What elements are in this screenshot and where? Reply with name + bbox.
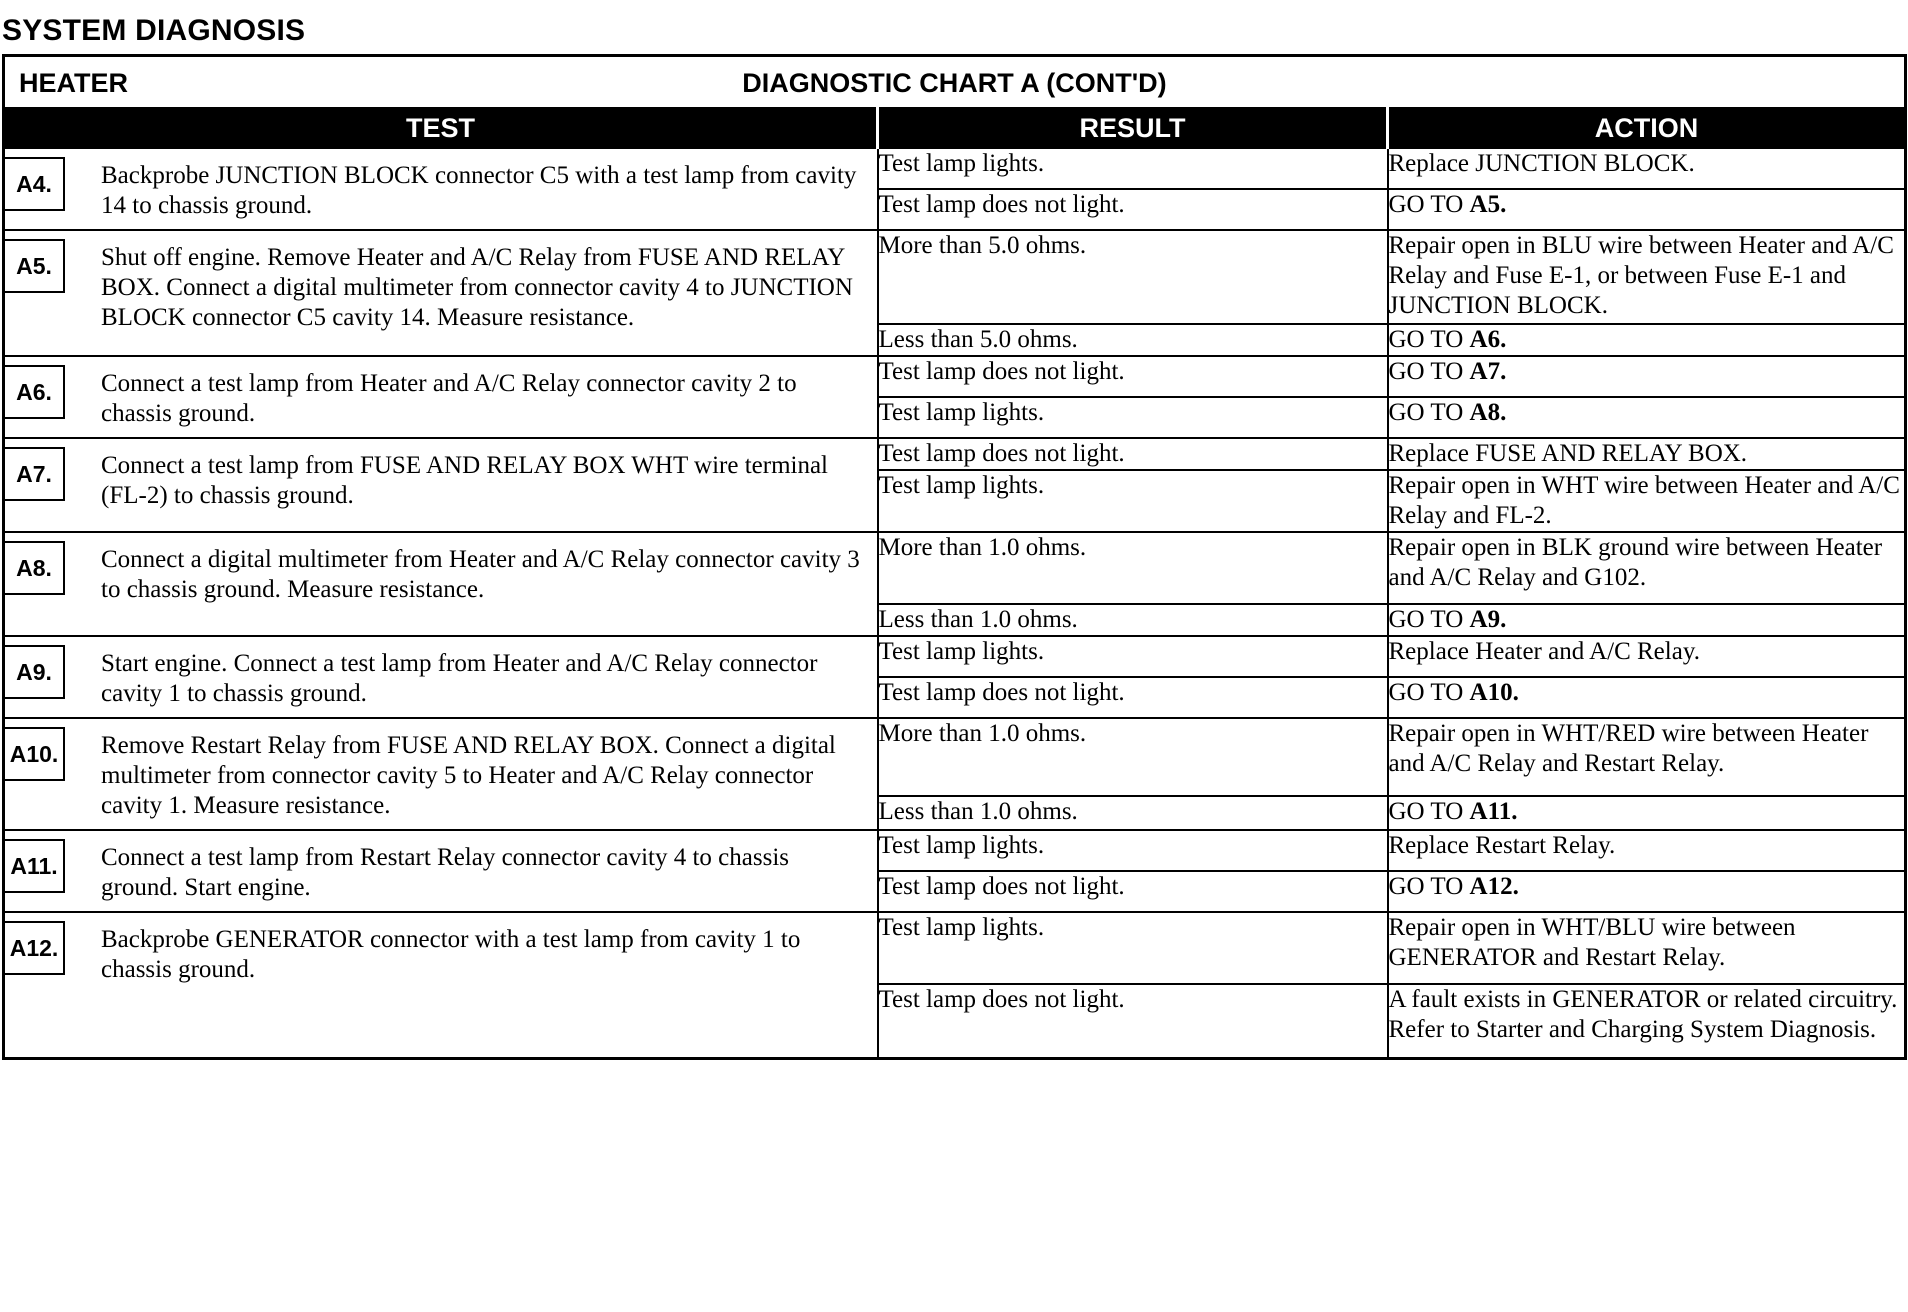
test-description: Connect a test lamp from FUSE AND RELAY BOX WHT wire terminal (FL-2) to chassis ground. [101,452,829,509]
system-name: HEATER [19,68,129,98]
test-cell [4,356,878,438]
goto-step-link: A12. [1469,873,1519,900]
step-id: A5. [5,239,65,293]
action-text: GO TO [1388,606,1464,633]
table-row [4,148,1906,189]
test-cell [4,148,878,230]
test-description: Connect a digital multimeter from Heater and A/C Relay connector cavity 3 to chassis ground. Measure resistance. [101,546,860,603]
step-id: A7. [5,447,65,501]
result-cell: Test lamp does not light. [878,438,1388,470]
step-id: A10. [5,727,65,781]
goto-step-link: A9. [1469,606,1507,633]
table-row [4,230,1906,324]
action-cell [1388,356,1906,397]
action-cell [1388,438,1906,470]
column-header-row [4,108,1906,148]
test-cell [4,532,878,636]
action-cell [1388,230,1906,324]
column-header-action: ACTION [1388,108,1906,148]
result-cell: Test lamp lights. [878,470,1388,532]
table-row [4,356,1906,397]
action-text: Repair open in WHT/RED wire between Heater and A/C Relay and Restart Relay. [1388,720,1869,777]
action-text: Repair open in BLK ground wire between Heater and A/C Relay and G102. [1388,534,1883,591]
chart-title: DIAGNOSTIC CHART A (CONT'D) [742,68,1167,98]
action-text: Repair open in WHT/BLU wire between GENERATOR and Restart Relay. [1388,914,1796,971]
action-cell [1388,148,1906,189]
test-cell [4,438,878,532]
action-text: GO TO [1388,191,1464,218]
test-cell [4,718,878,830]
result-cell: Test lamp does not light. [878,677,1388,718]
action-text: Replace JUNCTION BLOCK. [1388,150,1695,177]
result-cell: Test lamp does not light. [878,189,1388,230]
result-cell: Less than 1.0 ohms. [878,796,1388,830]
column-header-result: RESULT [878,108,1388,148]
test-description: Backprobe JUNCTION BLOCK connector C5 with a test lamp from cavity 14 to chassis ground. [101,162,857,219]
action-text: Replace Heater and A/C Relay. [1388,638,1700,665]
diagnostic-chart [2,54,1907,1060]
table-row [4,718,1906,796]
action-cell [1388,677,1906,718]
result-cell: More than 5.0 ohms. [878,230,1388,324]
table-row [4,532,1906,604]
action-cell [1388,871,1906,912]
result-cell: Test lamp lights. [878,148,1388,189]
action-cell [1388,830,1906,871]
action-cell [1388,397,1906,438]
action-text: A fault exists in GENERATOR or related circuitry. Refer to Starter and Charging System Diagnosis. [1388,986,1898,1043]
test-description: Remove Restart Relay from FUSE AND RELAY BOX. Connect a digital multimeter from connector cavity 5 to Heater and A/C Relay connector cavity 1. Measure resistance. [101,732,836,819]
column-header-test: TEST [4,108,878,148]
test-description: Backprobe GENERATOR connector with a test lamp from cavity 1 to chassis ground. [101,926,801,983]
action-cell [1388,470,1906,532]
action-cell [1388,718,1906,796]
goto-step-link: A10. [1469,679,1519,706]
action-cell [1388,796,1906,830]
action-cell [1388,912,1906,984]
goto-step-link: A7. [1469,358,1507,385]
action-text: Repair open in BLU wire between Heater and A/C Relay and Fuse E-1, or between Fuse E-1 and JUNCTION BLOCK. [1388,232,1894,319]
step-id: A6. [5,365,65,419]
test-cell [4,230,878,356]
result-cell: More than 1.0 ohms. [878,532,1388,604]
step-id: A11. [5,839,65,893]
step-id: A8. [5,541,65,595]
result-cell: Test lamp does not light. [878,984,1388,1059]
goto-step-link: A8. [1469,399,1507,426]
action-cell [1388,324,1906,356]
goto-step-link: A6. [1469,326,1507,353]
goto-step-link: A11. [1469,797,1518,825]
chart-body [4,148,1906,1059]
result-cell: Test lamp does not light. [878,356,1388,397]
step-id: A9. [5,645,65,699]
step-id: A12. [5,921,65,975]
result-cell: Test lamp lights. [878,830,1388,871]
table-row [4,912,1906,984]
result-cell: Test lamp lights. [878,912,1388,984]
test-description: Shut off engine. Remove Heater and A/C Relay from FUSE AND RELAY BOX. Connect a digital multimeter from connector cavity 4 to JUNCTION BLOCK connector C5 cavity 14. Measure resistance. [101,244,853,331]
test-cell [4,830,878,912]
action-text: GO TO [1388,679,1464,706]
action-text: GO TO [1388,358,1464,385]
action-text: Replace FUSE AND RELAY BOX. [1388,440,1748,467]
action-text: GO TO [1388,326,1464,353]
result-cell: Test lamp lights. [878,397,1388,438]
result-cell: Less than 5.0 ohms. [878,324,1388,356]
table-row [4,438,1906,470]
action-cell [1388,189,1906,230]
goto-step-link: A5. [1469,191,1507,218]
action-cell [1388,984,1906,1059]
table-row [4,636,1906,677]
test-description: Connect a test lamp from Restart Relay connector cavity 4 to chassis ground. Start engine. [101,844,790,901]
test-description: Start engine. Connect a test lamp from Heater and A/C Relay connector cavity 1 to chassis ground. [101,650,818,707]
action-cell [1388,636,1906,677]
action-cell [1388,604,1906,636]
step-id: A4. [5,157,65,211]
action-text: Replace Restart Relay. [1388,832,1616,859]
result-cell: Test lamp lights. [878,636,1388,677]
test-description: Connect a test lamp from Heater and A/C Relay connector cavity 2 to chassis ground. [101,370,797,427]
action-text: GO TO [1388,873,1464,900]
page-heading: SYSTEM DIAGNOSIS [2,14,306,47]
action-text: GO TO [1388,399,1464,426]
action-cell [1388,532,1906,604]
action-text: GO TO [1388,797,1464,825]
table-row [4,830,1906,871]
action-text: Repair open in WHT wire between Heater and A/C Relay and FL-2. [1388,472,1900,529]
test-cell [4,636,878,718]
result-cell: More than 1.0 ohms. [878,718,1388,796]
result-cell: Less than 1.0 ohms. [878,604,1388,636]
result-cell: Test lamp does not light. [878,871,1388,912]
chart-title-row [4,56,1906,109]
test-cell [4,912,878,1059]
